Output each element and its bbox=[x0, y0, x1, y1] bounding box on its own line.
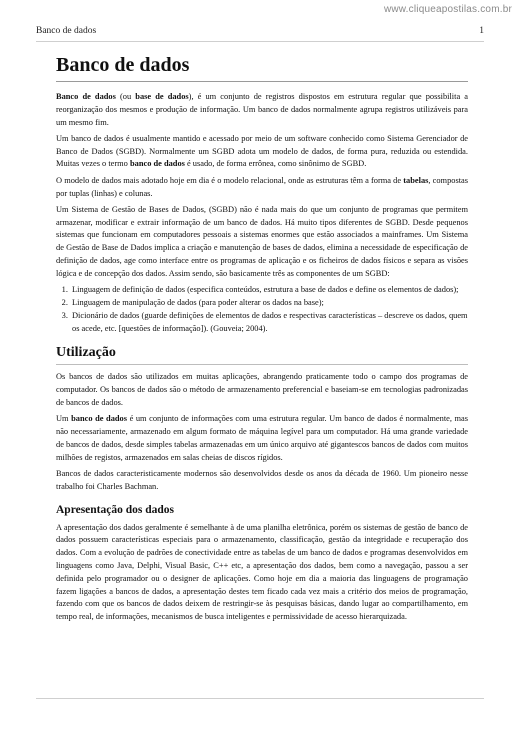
watermark-url: www.cliqueapostilas.com.br bbox=[383, 4, 512, 15]
intro-paragraph-1 bbox=[56, 91, 468, 129]
header-divider bbox=[36, 41, 484, 42]
footer-divider bbox=[36, 698, 484, 699]
intro-paragraph-2 bbox=[56, 133, 468, 171]
running-header-title: Banco de dados bbox=[36, 26, 97, 36]
text-run: é usado, de forma errônea, como sinônimo de SGBD. bbox=[184, 159, 367, 169]
sgbd-components-list bbox=[56, 284, 468, 335]
list-item: 1. Linguagem de definição de dados (especifica conteúdos, estrutura a base de dados e define os elementos de dados); bbox=[70, 284, 468, 297]
page-title: Banco de dados bbox=[56, 52, 468, 82]
utilizacao-paragraph-3: Bancos de dados caracteristicamente modernos são desenvolvidos desde os anos da década de 1960. Um pioneiro nesse trabalho foi Charles Bachman. bbox=[56, 468, 468, 491]
text-run: Um bbox=[56, 414, 72, 424]
text-run: , compostas por tuplas (linhas) e colunas. bbox=[56, 175, 469, 198]
bold-term: banco de dados bbox=[71, 414, 127, 424]
subsection-heading-apresentacao: Apresentação dos dados bbox=[56, 503, 174, 516]
text-run: O modelo de dados mais adotado hoje em dia é o modelo relacional, onde as estruturas têm a forma de bbox=[56, 175, 404, 185]
apresentacao-paragraph-1: A apresentação dos dados geralmente é semelhante à de uma planilha eletrônica, porém os sistemas de gestão de banco de dados possuem características especiais para o armazenamento, classificação, gestão da integridade e recuperação dos dados. Com a evolução de padrões de conectividade entre as tabelas de um banco de dados e programas desenvolvidos em linguagens como Java, Delphi, Visual Basic, C++ etc, a apresentação dos dados, bem como a navegação, passou a ser definida pelo programador ou o designer de aplicações. Como hoje em dia a maioria das linguagens de programação fazem ligações a bancos de dados, a apresentação destes tem ficado cada vez mais a critério dos meios de programação, fazendo com que os bancos de dados deixem de restringir-se às pesquisas básicas, dando lugar ao compartilhamento, em tempo real, de informações, mecanismos de busca inteligentes e permissividade de acesso hierarquizada. bbox=[56, 522, 468, 622]
intro-paragraph-4: Um Sistema de Gestão de Bases de Dados, (SGBD) não é nada mais do que um conjunto de programas que permitem armazenar, modificar e extrair informação de um banco de dados. Há muito tipos diferentes de SGBD. Desde pequenos sistemas que funcionam em computadores pessoais a sistemas enormes que estão associados a mainframes. Um Sistema de Gestão de Base de Dados implica a criação e manutenção de bases de dados, elimina a necessidade de especificação de definição de dados, age como interface entre os programas de aplicação e os ficheiros de dados físicos e separa as visões lógica e de concepção dos dados. Assim sendo, são basicamente três as componentes de um SGBD: bbox=[56, 204, 468, 278]
bold-term: tabelas bbox=[403, 175, 429, 185]
text-run: (ou bbox=[115, 92, 136, 101]
text-run: é um conjunto de informações com uma estrutura regular. Um banco de dados é normalmente, mas não necessariamente, armazenado em algum formato de máquina legível para um computador. Há uma grande variedade de bancos de dados, desde simples tabelas armazenadas em um único arquivo até gigantescos bancos de dados com muitos milhões de registos, armazenados em salas cheias de discos rígidos. bbox=[56, 414, 469, 462]
text-run: Um banco de dados é usualmente mantido e acessado por meio de um software conhecido como Sistema Gerenciador de Banco de Dados (SGBD). Normalmente um SGBD adota um modelo de dados, de forma pura, reduzida ou estendida. Muitas vezes o termo bbox=[56, 133, 468, 169]
article-body bbox=[56, 52, 468, 627]
intro-paragraph-3 bbox=[56, 175, 468, 201]
list-item: 2. Linguagem de manipulação de dados (para poder alterar os dados na base); bbox=[70, 297, 468, 310]
bold-term: Banco de dados bbox=[56, 92, 116, 101]
bold-term: base de dados bbox=[135, 92, 189, 101]
list-item: 3. Dicionário de dados (guarde definições de elementos de dados e respectivas características – descreve os dados, quem os acede, etc. [questões de informação]). (Gouveia; 2004). bbox=[70, 310, 468, 336]
section-heading-utilizacao: Utilização bbox=[56, 344, 468, 365]
bold-term: banco de dados bbox=[129, 159, 185, 169]
page-number: 1 bbox=[479, 26, 484, 36]
running-header bbox=[36, 26, 484, 40]
utilizacao-paragraph-2 bbox=[56, 413, 468, 464]
utilizacao-paragraph-1: Os bancos de dados são utilizados em muitas aplicações, abrangendo praticamente todo o campo dos programas de computador. Os bancos de dados são o método de armazenamento preferencial e baseiam-se em tecnologias padronizadas de bancos de dados. bbox=[56, 372, 468, 407]
text-run: ), é um conjunto de registros dispostos em estrutura regular que possibilita a reorganização dos mesmos e produção de informação. Um banco de dados normalmente agrupa registros utilizáveis para um mesmo fim. bbox=[56, 92, 468, 127]
